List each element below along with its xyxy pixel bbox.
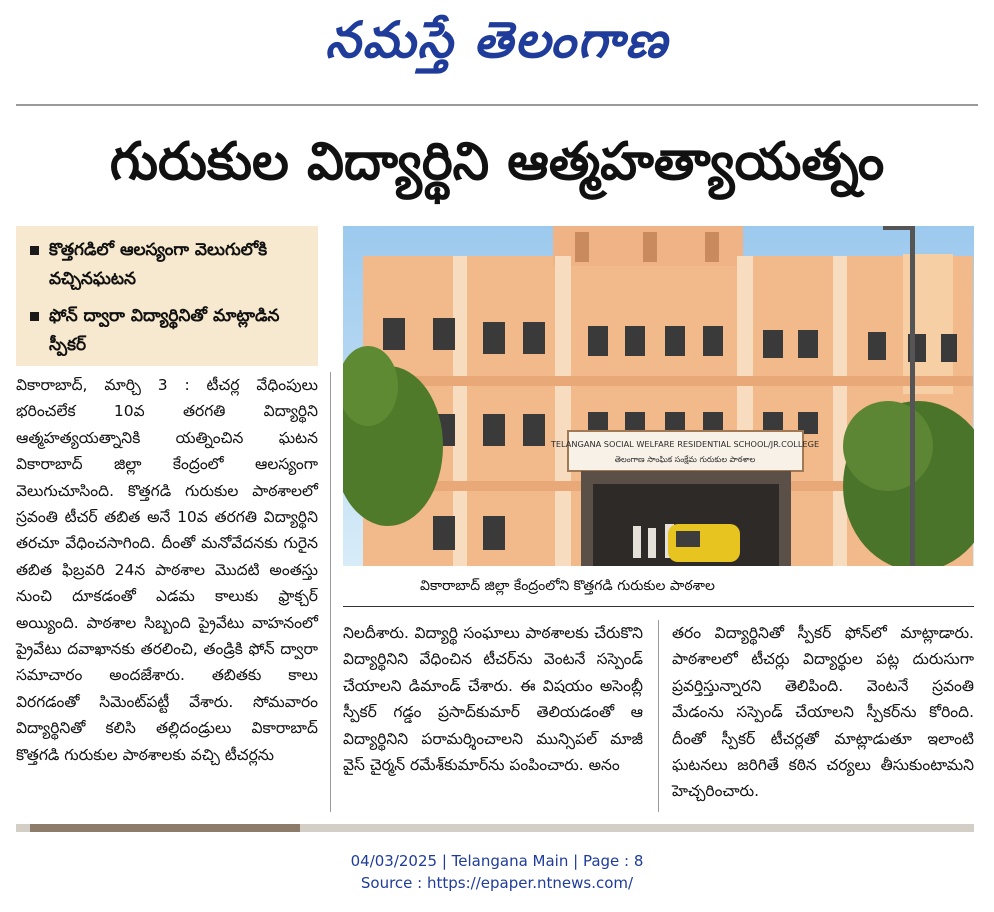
caption-divider	[343, 606, 974, 607]
article-headline: గురుకుల విద్యార్థిని ఆత్మహత్యాయత్నం	[109, 131, 885, 192]
bullet-icon	[30, 246, 39, 255]
photo-caption: వికారాబాద్ జిల్లా కేంద్రంలోని కొత్తగడి గురుకుల పాఠశాల	[420, 577, 715, 594]
highlight-item	[26, 236, 308, 294]
masthead	[0, 0, 994, 92]
footer-edition-info: 04/03/2025 | Telangana Main | Page : 8	[350, 852, 644, 870]
column-3-text: తరం విద్యార్థినితో స్పీకర్ ఫోన్‌లో మాట్లాడారు. పాఠశాలలో టీచర్లు విద్యార్థుల పట్ల దురుసుగా ప్రవర్తిస్తున్నారని తెలిపింది. వెంటనే స్రవంతి మేడంను సస్పెండ్ చేయాలని స్పీకర్‌ను కోరింది. దీంతో స్పీకర్ టీచర్లతో మాట్లాడుతూ ఇలాంటి ఘటనలు జరిగితే కఠిన చర్యలు తీసుకుంటామని హెచ్చరించారు.	[672, 624, 974, 801]
cropped-next-article-strip	[16, 824, 974, 832]
column-divider	[658, 620, 659, 812]
highlights-box	[16, 226, 318, 366]
school-building-photo	[343, 226, 974, 566]
article-column-1	[16, 372, 318, 768]
cropped-thumbnail	[30, 824, 300, 832]
highlight-item	[26, 302, 308, 360]
masthead-title: నమస్తే తెలంగాణ	[325, 10, 669, 69]
column-divider	[330, 372, 331, 812]
column-1-text: వికారాబాద్, మార్చి 3 : టీచర్ల వేధింపులు భరించలేక 10వ తరగతి విద్యార్థిని ఆత్మహత్యయత్నానికి యత్నించిన ఘటన వికారాబాద్ జిల్లా కేంద్రంలో ఆలస్యంగా వెలుగుచూసింది. కొత్తగడి గురుకుల పాఠశాలలో స్రవంతి టీచర్ తబిత అనే 10వ తరగతి విద్యార్థిని తరచూ వేధించసాగింది. దీంతో మనోవేదనకు గురైన తబిత ఫిబ్రవరి 24న పాఠశాల మొదటి అంతస్తు నుంచి దూకడంతో ఎడమ కాలుకు ఫ్రాక్చర్ అయ్యింది. పాఠశాల సిబ్బంది ప్రైవేటు వాహనంలో ప్రైవేటు దవాఖానకు తరలించి, తండ్రికి ఫోన్ ద్వారా సమాచారం అందజేశారు. తబితకు కాలు విరగడంతో సిమెంట్‌పట్టీ వేశారు. సోమవారం విద్యార్థినితో కలిసి తల్లిదండ్రులు వికారాబాద్ కొత్తగడి గురుకుల పాఠశాలకు వచ్చి టీచర్లను	[16, 376, 318, 764]
school-building-illustration	[343, 226, 974, 566]
bullet-icon	[30, 312, 39, 321]
masthead-divider	[16, 104, 978, 106]
article-column-3	[672, 620, 974, 805]
sign-text-english: TELANGANA SOCIAL WELFARE RESIDENTIAL SCHOOL/JR.COLLEGE	[550, 439, 820, 449]
footer-source: Source : https://epaper.ntnews.com/	[360, 874, 634, 892]
highlight-text: కొత్తగడిలో ఆలస్యంగా వెలుగులోకి వచ్చినఘటన	[49, 240, 268, 289]
sign-text-telugu: తెలంగాణ సాంఘిక సంక్షేమ గురుకుల పాఠశాల	[614, 455, 756, 464]
highlight-text: ఫోన్ ద్వారా విద్యార్థినితో మాట్లాడిన స్పీకర్	[49, 306, 280, 355]
article-column-2	[343, 620, 643, 778]
column-2-text: నిలదీశారు. విద్యార్థి సంఘాలు పాఠశాలకు చేరుకొని విద్యార్థినిని వేధించిన టీచర్‌ను వెంటనే సస్పెండ్ చేయాలని డిమాండ్ చేశారు. ఈ విషయం అసెంబ్లీ స్పీకర్ గడ్డం ప్రసాద్‌కుమార్ తెలియడంతో ఆ విద్యార్థినిని పరామర్శించాలని మున్సిపల్ మాజీ వైస్ చైర్మన్ రమేశ్‌కుమార్‌ను పంపించారు. అనం	[343, 624, 643, 775]
